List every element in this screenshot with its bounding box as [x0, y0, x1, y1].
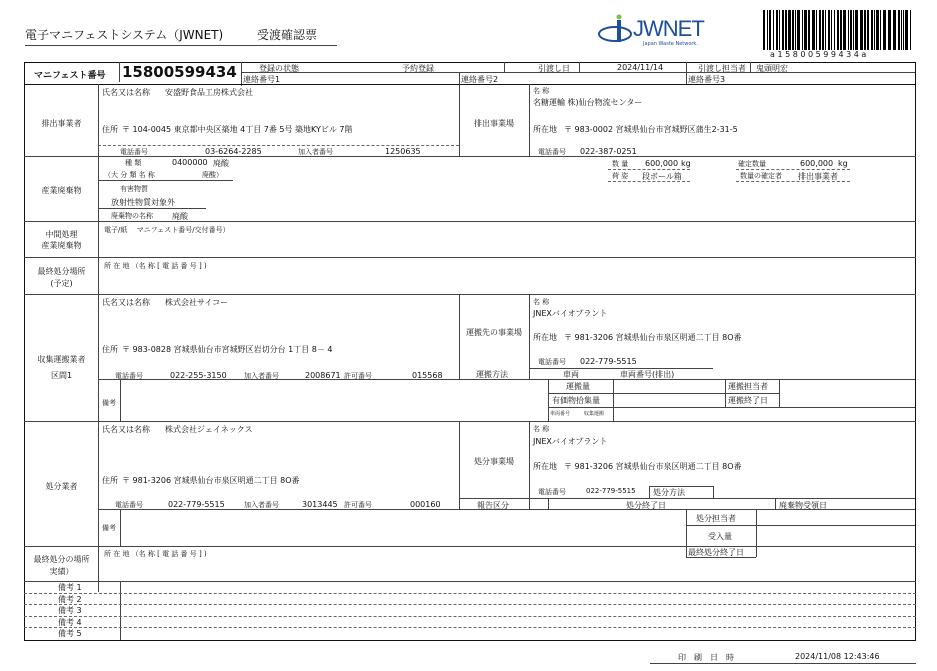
- emitter-site-address-label: 所在地: [533, 125, 557, 134]
- barcode-text: a 1 5 8 0 0 5 9 9 4 3 4 a: [770, 50, 867, 59]
- waste-category-value: 廃酸）: [202, 171, 223, 179]
- disposal-site-label: 処分事業場: [474, 457, 514, 466]
- remarks-row-label: 備考 2: [58, 594, 82, 604]
- emitter-member-label: 加入者番号: [298, 148, 333, 156]
- waste-form: 段ボール箱: [642, 172, 682, 181]
- disposal-phone-label: 電話番号: [115, 501, 143, 509]
- disposal-site-name-label: 名 称: [533, 425, 550, 433]
- waste-type-name: 廃酸: [213, 159, 229, 168]
- waste-section-label: 産業廃棄物: [41, 186, 82, 195]
- qty-confirmer: 排出事業者: [798, 172, 838, 181]
- transport-dest-label: 運搬先の事業場: [466, 328, 522, 337]
- emitter-name: 安盛野食品工房株式会社: [165, 88, 253, 97]
- confirmed-qty-unit: kg: [838, 159, 848, 168]
- final-actual-content: 所 在 地 （名 称 [ 電 話 番 号 ] ): [104, 550, 207, 558]
- confirmed-qty-label: 確定数量: [738, 160, 766, 168]
- contact-number-3: 連絡番号3: [688, 75, 726, 84]
- vehicle-small-label: 車両番号: [550, 411, 571, 417]
- final-actual-label-2: 実績）: [49, 567, 74, 576]
- disposal-site-address: 〒 981-3206 宮城県仙台市泉区明通二丁目 8O番: [564, 462, 742, 471]
- remarks-row-label: 備考 1: [58, 583, 82, 592]
- transport-label-1: 収集運搬業者: [37, 355, 86, 364]
- hazardous-label: 有害物質: [120, 185, 148, 193]
- emitter-phone: 03-6264-2285: [205, 147, 262, 156]
- emitter-site-name: 名糖運輸 株)仙台物流センター: [533, 98, 643, 107]
- handover-person-label: 引渡し担当者: [698, 64, 746, 73]
- transport-dest-address: 〒 981-3206 宮城県仙台市泉区明通二丁目 8O番: [564, 333, 742, 342]
- transport-member: 2008671: [305, 371, 341, 380]
- manifest-number-label: マニフェスト番号: [34, 71, 106, 81]
- remarks-row-label: 備考 5: [58, 629, 82, 639]
- disposal-address: 〒 981-3206 宮城県仙台市泉区明通二丁目 8O番: [122, 476, 300, 485]
- disposal-end-label: 処分終了日: [626, 501, 666, 510]
- header-title-row: [25, 26, 337, 46]
- disposal-phone: 022-779-5515: [168, 500, 225, 509]
- qty-confirmer-label: 数量の確定者: [740, 172, 782, 180]
- transport-phone: 022-255-3150: [170, 371, 227, 380]
- transport-address-label: 住所: [102, 345, 118, 354]
- valuables-label: 有価物拾集量: [552, 396, 600, 405]
- print-date-label: 印 刷 日 時: [678, 653, 734, 662]
- jwnet-logo-icon: [597, 14, 637, 48]
- jwnet-logo: [597, 14, 717, 48]
- transport-phone-label: 電話番号: [115, 372, 143, 380]
- transport-address: 〒 983-0828 宮城県仙台市宮城野区岩切分台 1丁目 8－ 4: [122, 345, 333, 354]
- print-date-value: 2024/11/08 12:43:46: [795, 652, 880, 661]
- transport-name: 株式会社サイコー: [165, 298, 229, 307]
- transport-name-label: 氏名又は名称: [102, 298, 150, 307]
- remarks-row-label: 備考 3: [58, 606, 82, 616]
- disposal-remarks-label: 備考: [102, 524, 116, 532]
- barcode: [763, 10, 914, 50]
- transport-person-label: 運搬担当者: [728, 382, 768, 391]
- waste-received-label: 廃棄物受領日: [779, 501, 827, 510]
- disposal-site-address-label: 所在地: [533, 462, 557, 471]
- remarks-row-label: 備考 4: [58, 617, 82, 627]
- emitter-member: 1250635: [385, 147, 421, 156]
- emitter-site-address: 〒 983-0002 宮城県仙台市宮城野区蒲生2-31-5: [564, 125, 738, 134]
- emitter-site-label: 排出事業場: [474, 119, 514, 128]
- transport-label-2: 区間1: [50, 371, 73, 380]
- waste-qty-unit: kg: [681, 159, 691, 168]
- waste-category-label: （大 分 類 名 称: [104, 171, 155, 179]
- intake-label: 受入量: [708, 532, 732, 541]
- intermediate-content: 電子/紙 マニフェスト番号/交付番号）: [104, 226, 230, 234]
- final-planned-label-1: 最終処分場所: [37, 267, 86, 276]
- waste-type-label: 種 類: [125, 159, 142, 167]
- emitter-address: 〒 104-0045 東京都中央区築地 4丁目 7番 5号 築地KYビル 7階: [122, 125, 353, 134]
- disposal-permit-label: 許可番号: [344, 501, 372, 509]
- disposal-section-label: 処分業者: [45, 482, 78, 491]
- transport-dest-address-label: 所在地: [533, 333, 557, 342]
- manifest-number: 15800599434: [122, 63, 237, 81]
- transport-dest-phone-label: 電話番号: [538, 358, 566, 366]
- handover-date-label: 引渡し日: [538, 64, 570, 73]
- jwnet-logo-text: JWNET: [633, 16, 704, 41]
- waste-qty: 600,000: [645, 159, 679, 168]
- status-label: 登録の状態: [259, 64, 299, 73]
- confirmed-qty: 600,000: [800, 159, 834, 168]
- intermediate-label-1: 中間処理: [45, 230, 78, 239]
- emitter-address-label: 住所: [102, 125, 118, 134]
- disposal-permit: 000160: [410, 500, 441, 509]
- waste-name: 廃酸: [172, 212, 188, 221]
- disposal-member: 3013445: [302, 500, 338, 509]
- disposal-site-name: JNEXバイオプラント: [533, 437, 608, 446]
- handover-date: 2024/11/14: [617, 63, 664, 72]
- disposal-person-label: 処分担当者: [696, 514, 736, 523]
- waste-form-label: 荷 姿: [612, 172, 629, 180]
- disposal-site-phone: 022-779-5515: [586, 487, 636, 495]
- handover-person: 鬼頭明宏: [756, 64, 788, 73]
- disposal-site-phone-label: 電話番号: [538, 488, 566, 496]
- waste-name-label: 廃棄物の名称: [111, 212, 153, 220]
- vehicle-label: 車両: [563, 370, 579, 379]
- transport-end-label: 運搬終了日: [728, 396, 768, 405]
- emitter-section-label: 排出事業者: [41, 119, 82, 128]
- transport-method-label: 運搬方法: [476, 370, 508, 379]
- disposal-name: 株式会社ジェイネックス: [165, 425, 253, 434]
- final-disposal-end-label: 最終処分終了日: [688, 548, 744, 557]
- transport-dest-phone: 022-779-5515: [580, 357, 637, 366]
- emitter-site-name-label: 名 称: [533, 87, 550, 95]
- contact-number-2: 連絡番号2: [461, 75, 499, 84]
- document-subtitle: 受渡確認票: [257, 28, 318, 42]
- transport-permit-label: 許可番号: [344, 372, 372, 380]
- transport-permit: 015568: [412, 371, 443, 380]
- final-actual-label-1: 最終処分の場所: [33, 555, 90, 564]
- radioactive-status: 放射性物質対象外: [111, 198, 175, 207]
- disposal-method-label: 処分方法: [653, 488, 685, 497]
- waste-qty-label: 数 量: [612, 160, 629, 168]
- final-planned-label-2: (予定): [50, 279, 73, 288]
- status-value: 予約登録: [402, 64, 434, 73]
- jwnet-logo-tagline: Japan Waste Network.: [643, 41, 698, 47]
- disposal-name-label: 氏名又は名称: [102, 425, 150, 434]
- report-category-label: 報告区分: [477, 501, 509, 510]
- waste-type-code: 0400000: [172, 158, 208, 167]
- transport-remarks-label: 備考: [102, 399, 116, 407]
- transport-dest-name-label: 名 称: [533, 298, 550, 306]
- disposal-address-label: 住所: [102, 476, 118, 485]
- emitter-site-phone-label: 電話番号: [538, 148, 566, 156]
- transport-dest-name: JNEXバイオプラント: [533, 309, 608, 318]
- document-title: 電子マニフェストシステム（JWNET): [25, 28, 224, 42]
- emitter-site-phone: 022-387-0251: [580, 147, 637, 156]
- collect-small-label: 収集運搬: [584, 411, 605, 417]
- transport-member-label: 加入者番号: [244, 372, 279, 380]
- transport-amount-label: 運搬量: [566, 382, 590, 391]
- emitter-name-label: 氏名又は名称: [102, 88, 150, 97]
- contact-number-1: 連絡番号1: [243, 75, 281, 84]
- vehicle-number-label: 車両番号(排出): [620, 370, 675, 379]
- disposal-member-label: 加入者番号: [244, 501, 279, 509]
- intermediate-label-2: 産業廃棄物: [41, 241, 82, 250]
- emitter-phone-label: 電話番号: [120, 148, 148, 156]
- final-planned-content: 所 在 地 （名 称 [ 電 話 番 号 ] ): [104, 262, 207, 270]
